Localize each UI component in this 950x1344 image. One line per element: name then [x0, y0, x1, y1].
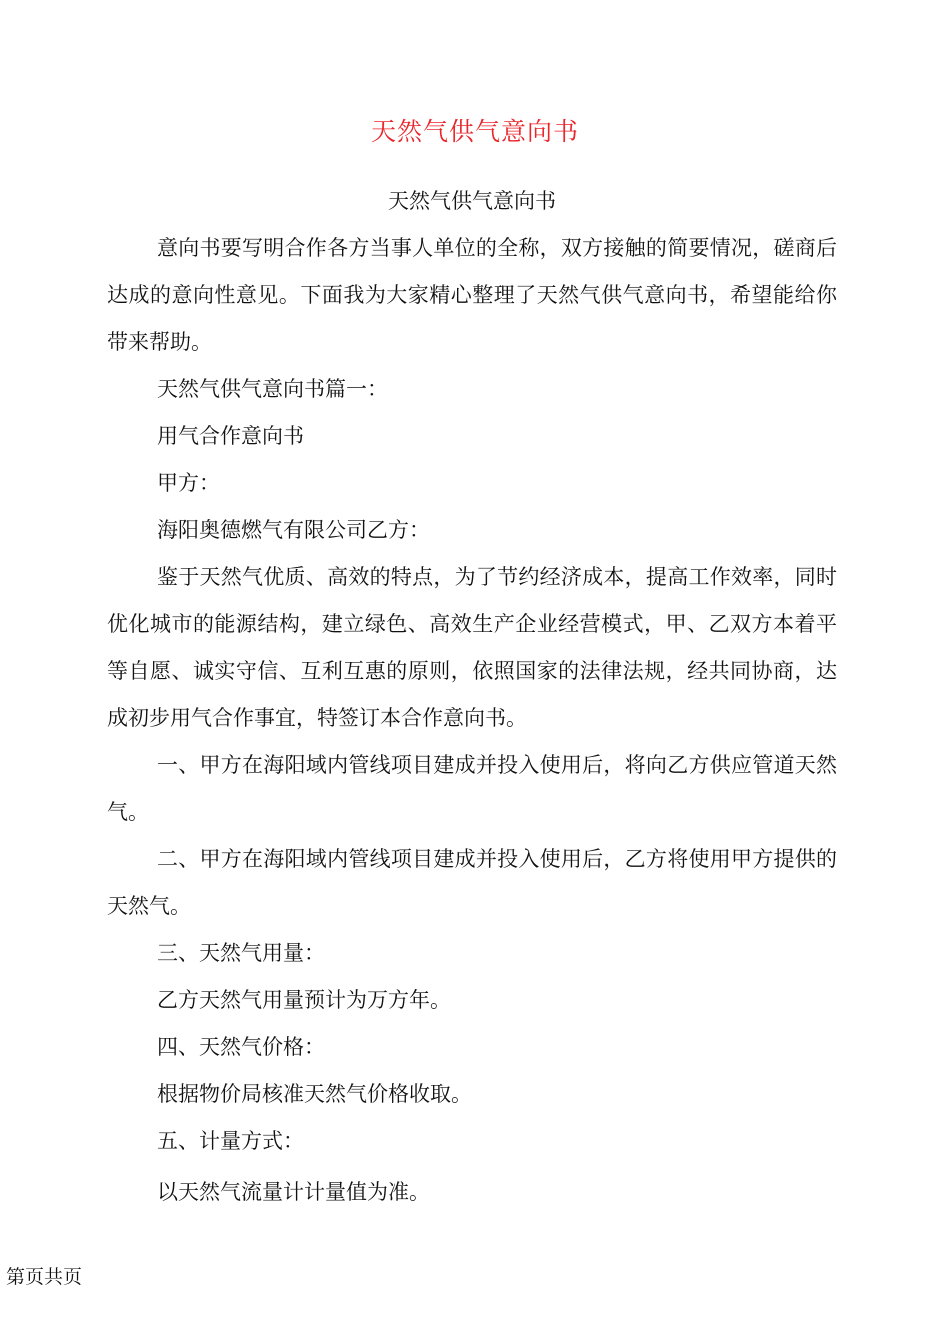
paragraph-clause-3-body: 乙方天然气用量预计为万方年。 [157, 988, 451, 1012]
paragraph-company-party-b: 海阳奥德燃气有限公司乙方： [157, 518, 430, 542]
paragraph-clause-3-heading: 三、天然气用量： [157, 941, 325, 965]
paragraph-agreement-name: 用气合作意向书 [157, 424, 304, 448]
paragraph-party-a: 甲方： [157, 471, 220, 495]
document-subtitle: 天然气供气意向书 [388, 189, 556, 213]
paragraph-clause-5-body: 以天然气流量计计量值为准。 [157, 1180, 430, 1204]
document-body [107, 178, 837, 1216]
paragraph-clause-4-heading: 四、天然气价格： [157, 1035, 325, 1059]
page-footer: 第页共页 [6, 1266, 83, 1288]
paragraph-clause-5-heading: 五、计量方式： [157, 1129, 304, 1153]
document-title: 天然气供气意向书 [370, 117, 579, 146]
paragraph-clause-1: 一、甲方在海阳域内管线项目建成并投入使用后，将向乙方供应管道天然气。 [107, 753, 837, 824]
paragraph-section-heading: 天然气供气意向书篇一： [157, 377, 388, 401]
paragraph-intro: 意向书要写明合作各方当事人单位的全称，双方接触的简要情况，磋商后达成的意向性意见。下面我为大家精心整理了天然气供气意向书，希望能给你带来帮助。 [107, 236, 837, 354]
paragraph-clause-4-body: 根据物价局核准天然气价格收取。 [157, 1082, 472, 1106]
paragraph-preamble: 鉴于天然气优质、高效的特点，为了节约经济成本，提高工作效率，同时优化城市的能源结构，建立绿色、高效生产企业经营模式，甲、乙双方本着平等自愿、诚实守信、互利互惠的原则，依照国家的法律法规，经共同协商，达成初步用气合作事宜，特签订本合作意向书。 [107, 565, 837, 730]
paragraph-clause-2: 二、甲方在海阳域内管线项目建成并投入使用后，乙方将使用甲方提供的天然气。 [107, 847, 837, 918]
